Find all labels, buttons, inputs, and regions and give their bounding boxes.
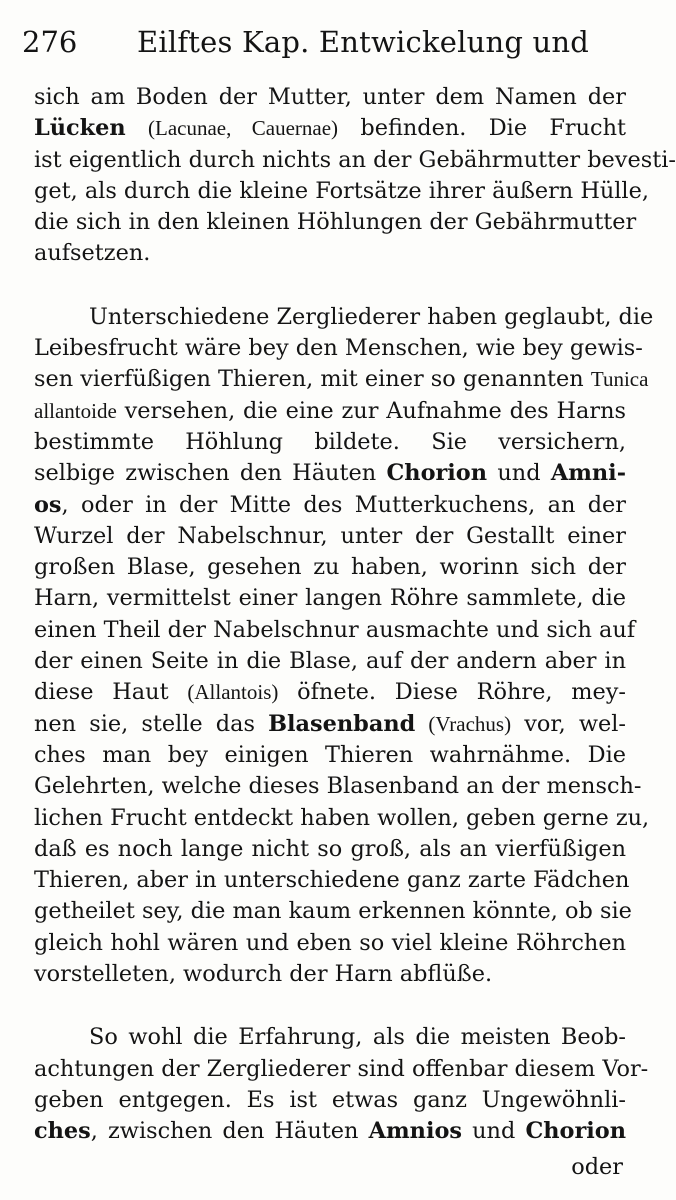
text-run: sen vierfüßigen Thieren, mit einer so genannten bbox=[34, 366, 591, 393]
text-run: Harn, vermittelst einer langen Röhre sammlete, die bbox=[34, 585, 626, 612]
text-line bbox=[34, 740, 626, 771]
text-run: bestimmte Höhlung bildete. Sie versichern, bbox=[34, 428, 626, 455]
text-line bbox=[34, 896, 632, 927]
paragraph bbox=[34, 82, 676, 270]
text-line bbox=[34, 1054, 649, 1085]
emphasized-term: ches bbox=[34, 1118, 91, 1145]
text-line bbox=[34, 302, 654, 333]
text-run: diese Haut bbox=[34, 679, 188, 706]
text-line bbox=[34, 521, 626, 552]
paragraph-gap bbox=[34, 270, 626, 302]
text-run bbox=[126, 115, 148, 141]
text-run: der einen Seite in die Blase, auf der andern aber in bbox=[34, 648, 626, 675]
text-run: ches man bey einigen Thieren wahrnähme. Die bbox=[34, 741, 626, 768]
text-line bbox=[34, 583, 626, 614]
paragraph bbox=[34, 1022, 649, 1147]
emphasized-term: Chorion bbox=[525, 1118, 626, 1145]
text-line bbox=[34, 364, 649, 395]
text-run: So wohl die Erfahrung, als die meisten Beob- bbox=[89, 1024, 626, 1051]
latin-term: Tunica bbox=[590, 367, 649, 392]
text-line bbox=[34, 709, 626, 740]
emphasized-term: os bbox=[34, 491, 62, 518]
text-line bbox=[34, 207, 637, 238]
text-line bbox=[34, 928, 626, 959]
text-line bbox=[34, 1022, 626, 1053]
text-line bbox=[34, 238, 626, 269]
text-run: , oder in der Mitte des Mutterkuchens, an der bbox=[61, 491, 626, 518]
text-run: nen sie, stelle das bbox=[34, 710, 269, 737]
page-body bbox=[34, 82, 676, 1148]
text-run: sich am Boden der Mutter, unter dem Namen der bbox=[34, 84, 626, 110]
catchword: oder bbox=[571, 1154, 623, 1180]
text-run: geben entgegen. Es ist etwas ganz Ungewöhnli- bbox=[34, 1086, 626, 1113]
text-line bbox=[34, 1085, 626, 1116]
text-run: achtungen der Zergliederer sind offenbar diesem Vor- bbox=[34, 1055, 649, 1082]
text-run: selbige zwischen den Häuten bbox=[34, 460, 387, 487]
text-run: vor, wel- bbox=[511, 710, 626, 737]
text-line bbox=[34, 1116, 626, 1147]
text-run: gleich hohl wären und eben so viel kleine Röhrchen bbox=[34, 929, 626, 956]
text-run: ist eigentlich durch nichts an der Gebährmutter bevesti- bbox=[34, 146, 676, 173]
text-run: öfnete. Diese Röhre, mey- bbox=[278, 679, 626, 706]
emphasized-term: Amnios bbox=[368, 1118, 462, 1145]
text-run: großen Blase, gesehen zu haben, worinn sich der bbox=[34, 554, 626, 581]
text-run: vorstelleten, wodurch der Harn abflüße. bbox=[34, 961, 493, 988]
emphasized-term: Chorion bbox=[386, 460, 488, 487]
text-line bbox=[34, 490, 626, 521]
text-run: die sich in den kleinen Höhlungen der Gebährmutter bbox=[34, 209, 637, 236]
text-run: befinden. Die Frucht bbox=[338, 115, 626, 142]
text-run: Unterschiedene Zergliederer haben geglaubt, die bbox=[89, 303, 654, 330]
text-line bbox=[34, 959, 626, 990]
text-line bbox=[34, 677, 626, 708]
text-run: daß es noch lange nicht so groß, als an vierfüßigen bbox=[34, 835, 626, 862]
text-run: , zwischen den Häuten bbox=[90, 1118, 369, 1145]
text-line bbox=[34, 771, 642, 802]
text-run: getheilet sey, die man kaum erkennen könnte, ob sie bbox=[34, 898, 632, 925]
text-line bbox=[34, 82, 626, 113]
text-line bbox=[34, 396, 626, 427]
text-run bbox=[415, 711, 428, 737]
running-title: Eilftes Kap. Entwickelung und bbox=[137, 25, 590, 59]
latin-term: (Vrachus) bbox=[428, 711, 512, 736]
text-line bbox=[34, 333, 643, 364]
paragraph-gap bbox=[34, 990, 626, 1022]
text-run: Leibesfrucht wäre bey den Menschen, wie bey gewis- bbox=[34, 335, 643, 362]
text-run: und bbox=[487, 460, 551, 487]
text-line bbox=[34, 615, 636, 646]
text-line bbox=[34, 176, 649, 207]
text-line bbox=[34, 834, 626, 865]
text-run: und bbox=[462, 1118, 526, 1145]
text-run: get, als durch die kleine Fortsätze ihrer äußern Hülle, bbox=[34, 177, 649, 204]
text-line bbox=[34, 865, 630, 896]
text-run: versehen, die eine zur Aufnahme des Harns bbox=[116, 397, 626, 424]
page-header bbox=[22, 22, 590, 62]
latin-term: allantoide bbox=[34, 398, 117, 423]
text-run: Thieren, aber in unterschiedene ganz zarte Fädchen bbox=[34, 867, 630, 894]
text-line bbox=[34, 458, 626, 489]
text-line bbox=[34, 113, 626, 144]
emphasized-term: Amni- bbox=[550, 460, 626, 487]
text-line bbox=[34, 552, 626, 583]
text-run: Wurzel der Nabelschnur, unter der Gestallt einer bbox=[34, 522, 626, 549]
latin-term: (Lacunae, Cauernae) bbox=[148, 116, 339, 141]
latin-term: (Allantois) bbox=[187, 680, 279, 705]
text-line bbox=[34, 145, 676, 176]
emphasized-term: Blasenband bbox=[268, 710, 416, 737]
emphasized-term: Lücken bbox=[34, 115, 126, 142]
text-line bbox=[34, 646, 626, 677]
text-run: einen Theil der Nabelschnur ausmachte und sich auf bbox=[34, 616, 636, 643]
paragraph bbox=[34, 302, 654, 991]
text-line bbox=[34, 427, 626, 458]
text-run: aufsetzen. bbox=[34, 240, 151, 267]
page-number: 276 bbox=[22, 25, 78, 59]
text-run: lichen Frucht entdeckt haben wollen, geben gerne zu, bbox=[34, 804, 650, 831]
text-run: Gelehrten, welche dieses Blasenband an der mensch- bbox=[34, 773, 642, 800]
text-line bbox=[34, 803, 650, 834]
